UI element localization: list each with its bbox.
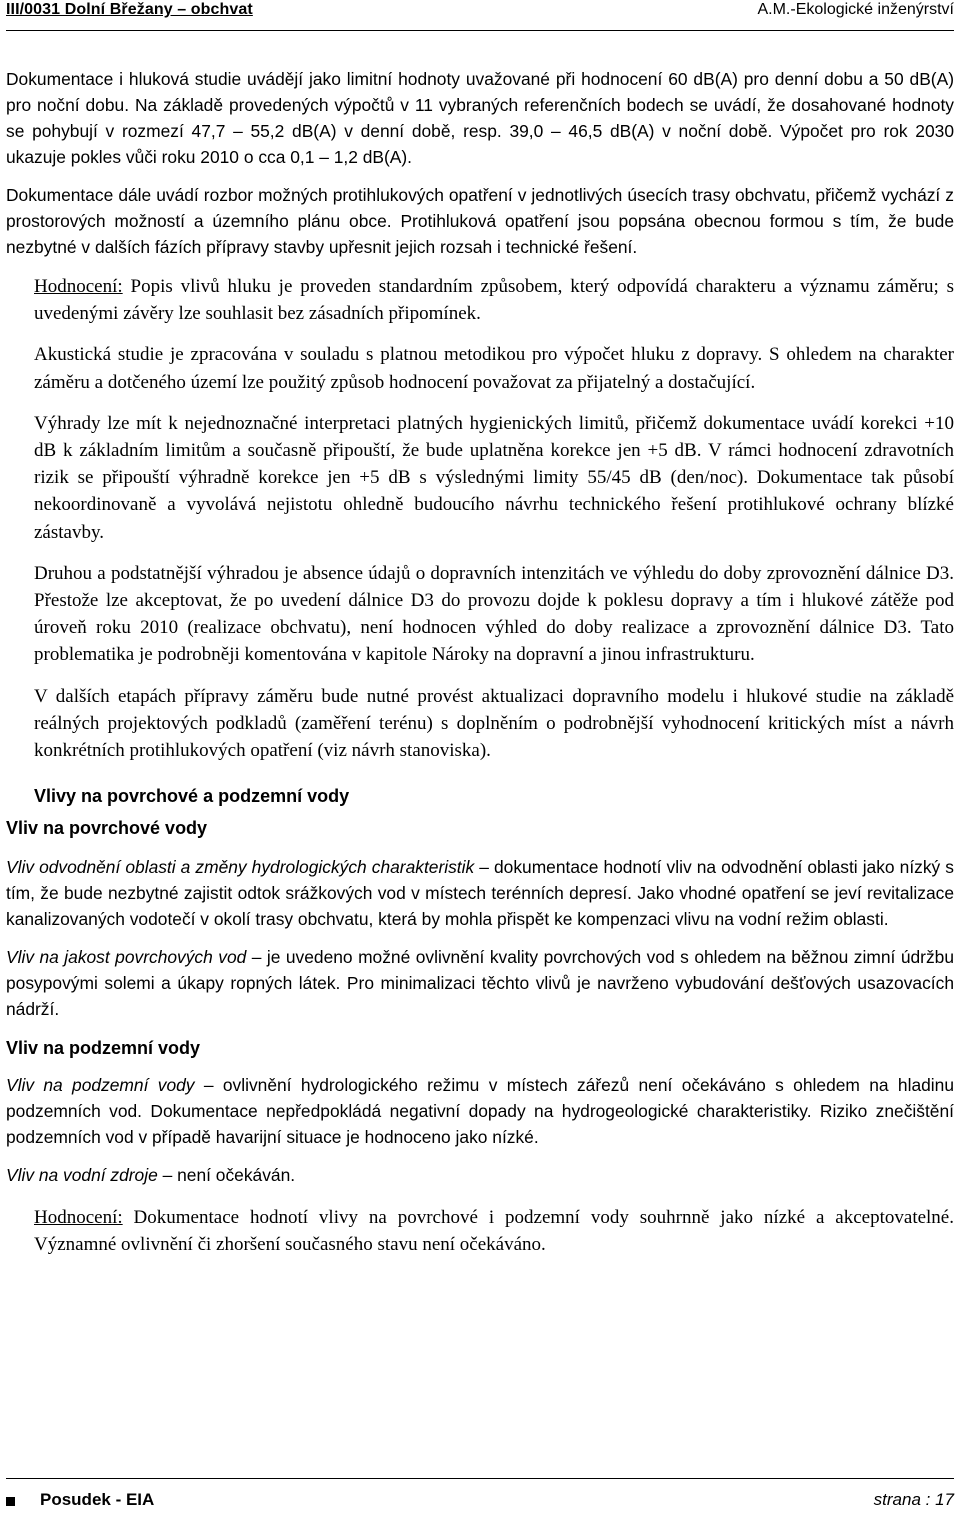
header-project-title: III/0031 Dolní Břežany – obchvat (6, 1, 253, 18)
header-company: A.M.-Ekologické inženýrství (757, 1, 954, 18)
square-bullet-icon (6, 1497, 15, 1506)
paragraph-water-quality (6, 944, 954, 1022)
paragraph-water-evaluation (6, 1204, 954, 1258)
heading-groundwater: Vliv na podzemní vody (6, 1038, 201, 1059)
heading-surface-water: Vliv na povrchové vody (6, 818, 208, 839)
page-content (6, 66, 954, 1259)
evaluation-text: Popis vlivů hluku je proveden standardním způsobem, který odpovídá charakteru a významu záměru; s uvedenými závěry lze souhlasit bez zásadních připomínek. (34, 276, 954, 325)
paragraph-reservations-traffic: Druhou a podstatnější výhradou je absence údajů o dopravních intenzitách ve výhledu do doby zprovoznění dálnice D3. Přestože lze akceptovat, že po uvedení dálnice D3 do provozu dojde k poklesu dopravy a tím i hlukové zátěže pod úroveň roku 2010 (realizace obchvatu), není hodnocen výhled do doby realizace a zprovoznění dálnice D3. Tato problematika je podrobněji komentována v kapitole Nároky na dopravní a jinou infrastrukturu. (34, 562, 954, 666)
water-evaluation-label: Hodnocení: (34, 1207, 123, 1229)
paragraph-acoustic-study: Akustická studie je zpracována v souladu s platnou metodikou pro výpočet hluku z dopravy. S ohledem na charakter záměru a dotčeného území lze použitý způsob hodnocení považovat za přijatelný a dostačující. (34, 344, 954, 393)
paragraph-noise-limits: Dokumentace i hluková studie uvádějí jako limitní hodnoty uvažované při hodnocení 60 dB(A) pro denní dobu a 50 dB(A) pro noční dobu. Na základě provedených výpočtů v 11 vybraných referenčních bodech se uvádí, že dosahované hodnoty se pohybují v rozmezí 47,7 – 55,2 dB(A) v denní době, resp. 39,0 – 46,5 dB(A) v noční době. Výpočet pro rok 2030 ukazuje pokles vůči roku 2010 o cca 0,1 – 1,2 dB(A). (6, 69, 954, 167)
water-quality-label: Vliv na jakost povrchových vod (6, 947, 247, 968)
water-sources-label: Vliv na vodní zdroje (6, 1165, 158, 1186)
drainage-text: – dokumentace hodnotí vliv na odvodnění oblasti jako nízký s tím, že bude nezbytné zajistit odtok srážkových vod v místech terénních depresí. Jako vhodné opatření se jeví revitalizace kanalizovaných vodotečí v okolí trasy obchvatu, která by mohla přispět ke kompenzaci vlivu na vodní režim oblasti. (6, 857, 954, 930)
evaluation-label: Hodnocení: (34, 276, 123, 297)
footer-document-type: Posudek - EIA (40, 1490, 155, 1509)
paragraph-drainage (6, 854, 954, 932)
groundwater-label: Vliv na podzemní vody (6, 1075, 195, 1096)
paragraph-groundwater (6, 1072, 954, 1150)
drainage-label: Vliv odvodnění oblasti a změny hydrologických charakteristik (6, 857, 475, 878)
paragraph-noise-evaluation (6, 273, 954, 327)
groundwater-text: – ovlivnění hydrologického režimu v místech zářezů není očekáváno s ohledem na hladinu podzemních vod. Dokumentace nepředpokládá negativní dopady na hydrogeologické charakteristiky. Riziko znečištění podzemních vod v případě havarijní situace je hodnoceno jako nízké. (6, 1075, 955, 1148)
paragraph-reservations-limits: Výhrady lze mít k nejednoznačné interpretaci platných hygienických limitů, přičemž dokumentace uvádí korekci +10 dB k základním limitům a současně připouští, že bude uplatněna korekce jen +5 dB. V rámci hodnocení zdravotních rizik se připouští výhradně korekce jen +5 dB s výslednými limity 55/45 dB (den/noc). Dokumentace tak působí nekoordinovaně a vyvolává nejistotu ohledně budoucího návrhu technického řešení protihlukové ochrany blízké zástavby. (34, 412, 954, 543)
page-footer (6, 1478, 954, 1513)
heading-water-impacts: Vlivy na povrchové a podzemní vody (34, 786, 350, 807)
paragraph-water-sources (6, 1162, 954, 1188)
water-quality-text: – je uvedeno možné ovlivnění kvality povrchových vod s ohledem na běžnou zimní údržbu posypovými solemi a úkapy ropných látek. Pro minimalizaci těchto vlivů je navrženo vybudování dešťových usazovacích nádrží. (6, 947, 954, 1020)
water-evaluation-text: Dokumentace hodnotí vlivy na povrchové i podzemní vody souhrnně jako nízké a akceptovatelné. Významné ovlivnění či zhoršení současného stavu není očekáváno. (34, 1207, 954, 1256)
paragraph-next-stages: V dalších etapách přípravy záměru bude nutné provést aktualizaci dopravního modelu i hlukové studie na základě reálných projektových podkladů (zaměření terénu) s doplněním o podrobnější vyhodnocení kritických míst a návrh konkrétních protihlukových opatření (viz návrh stanoviska). (34, 685, 954, 762)
footer-page-number: strana : 17 (873, 1490, 954, 1509)
paragraph-noise-measures: Dokumentace dále uvádí rozbor možných protihlukových opatření v jednotlivých úsecích trasy obchvatu, přičemž vychází z prostorových možností a územního plánu obce. Protihluková opatření jsou popsána obecnou formou s tím, že bude nezbytné v dalších fázích přípravy stavby upřesnit jejich rozsah i technické řešení. (6, 185, 954, 257)
page-header (6, 0, 954, 31)
water-sources-text: – není očekáván. (157, 1165, 296, 1186)
